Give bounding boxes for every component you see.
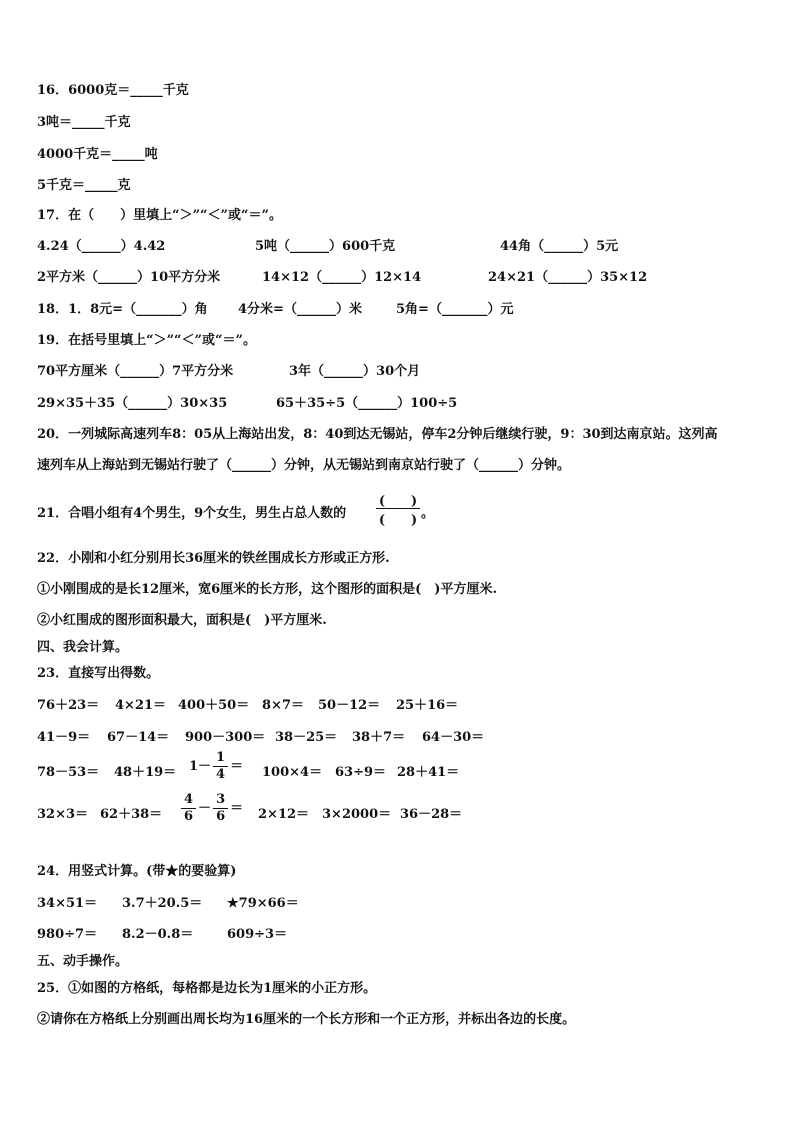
q20-line-2: 速列车从上海站到无锡站行驶了（______）分钟，从无锡站到南京站行驶了（______）分钟。	[37, 458, 571, 473]
q23-frac-post: ＝	[230, 801, 244, 816]
q19-item: 3年（______）30个月	[289, 364, 421, 379]
q23-frac-num: 1	[213, 750, 228, 767]
q23-frac-den: 6	[216, 809, 226, 824]
q16-line-3: 4000千克＝_____吨	[37, 147, 158, 162]
q17-item: 24×21（______）35×12	[488, 270, 648, 285]
q21-numerator: ( )	[376, 490, 420, 509]
q17-item: 2平方米（______）10平方分米	[37, 270, 221, 285]
q20-line-1: 20．一列城际高速列车8：05从上海站出发，8：40到达无锡站，停车2分钟后继续行驶，9：30到达南京站。这列高	[37, 427, 718, 442]
q23-fraction-expr	[189, 750, 243, 783]
q25-part-1: 25．①如图的方格纸，每格都是边长为1厘米的小正方形。	[37, 981, 377, 996]
q24-expr: 8.2－0.8＝	[122, 927, 194, 942]
q23-expr: 36－28＝	[400, 807, 463, 822]
q23-frac-post: ＝	[230, 759, 244, 774]
q23-frac-den: 6	[184, 809, 194, 824]
q22-part-1: ①小刚围成的是长12厘米，宽6厘米的长方形，这个图形的面积是( )平方厘米.	[37, 582, 497, 597]
q24-expr: 34×51＝	[37, 896, 98, 911]
q23-frac-num: 3	[213, 792, 228, 809]
q23-fraction	[213, 792, 228, 825]
q23-expr: 400＋50＝	[178, 698, 250, 713]
q17-item: 44角（______）5元	[500, 239, 619, 254]
q23-expr: 38－25＝	[275, 730, 338, 745]
q16-line-2: 3吨＝_____千克	[37, 115, 131, 130]
q23-expr: 50－12＝	[318, 698, 381, 713]
q18-item: 5角=（_______）元	[396, 302, 514, 317]
q23-frac-pre: 1－	[189, 759, 212, 774]
q23-expr: 48＋19＝	[114, 765, 177, 780]
q24-expr: 609÷3＝	[227, 927, 288, 942]
q24-title: 24．用竖式计算。(带★的要验算)	[37, 864, 237, 879]
q23-frac-den: 4	[216, 767, 226, 782]
q23-expr: 2×12＝	[258, 807, 310, 822]
q23-frac-op: －	[198, 801, 212, 816]
q23-expr: 41－9＝	[37, 730, 91, 745]
q23-expr: 64－30＝	[422, 730, 485, 745]
q19-item: 65＋35÷5（______）100÷5	[276, 396, 458, 411]
q22-title: 22．小刚和小红分别用长36厘米的铁丝围成长方形或正方形.	[37, 551, 390, 566]
q23-expr: 38＋7＝	[352, 730, 406, 745]
q19-item: 29×35＋35（______）30×35	[37, 396, 228, 411]
q23-fraction-expr	[179, 792, 243, 825]
q23-expr: 76＋23＝	[37, 698, 100, 713]
q23-fraction	[213, 750, 228, 783]
q17-title: 17．在（ ）里填上“＞”“＜”或“＝”。	[37, 208, 282, 223]
q16-line-4: 5千克＝_____克	[37, 178, 131, 193]
q23-expr: 25＋16＝	[396, 698, 459, 713]
q22-part-2: ②小红围成的图形面积最大，面积是( )平方厘米.	[37, 613, 327, 628]
q18-item: 18．1．8元=（_______）角	[37, 302, 208, 317]
q23-expr: 3×2000＝	[322, 807, 392, 822]
q17-item: 5吨（______）600千克	[255, 239, 396, 254]
q23-expr: 8×7＝	[262, 698, 304, 713]
q19-title: 19．在括号里填上“＞”“＜”或“＝”。	[37, 333, 256, 348]
q21-end: 。	[421, 506, 435, 521]
q23-expr: 900－300＝	[185, 730, 266, 745]
q23-expr: 100×4＝	[262, 765, 323, 780]
q23-expr: 32×3＝	[37, 807, 89, 822]
q21-denominator: ( )	[378, 513, 418, 528]
q17-item: 4.24（______）4.42	[37, 239, 166, 254]
q25-part-2: ②请你在方格纸上分别画出周长均为16厘米的一个长方形和一个正方形，并标出各边的长度。	[37, 1012, 576, 1027]
q16-line-1: 16．6000克＝_____千克	[37, 83, 189, 98]
q23-expr: 4×21＝	[115, 698, 167, 713]
q19-item: 70平方厘米（______）7平方分米	[37, 364, 234, 379]
q21-fraction	[376, 490, 420, 527]
q18-item: 4分米=（______）米	[238, 302, 362, 317]
q17-item: 14×12（______）12×14	[262, 270, 422, 285]
q23-expr: 62＋38＝	[100, 807, 163, 822]
q21-text: 21．合唱小组有4个男生，9个女生，男生占总人数的	[37, 506, 347, 521]
section-4-heading: 四、我会计算。	[37, 640, 129, 655]
q23-fraction	[181, 792, 196, 825]
q23-expr: 67－14＝	[107, 730, 170, 745]
section-5-heading: 五、动手操作。	[37, 954, 129, 969]
q23-expr: 63÷9＝	[335, 765, 387, 780]
q23-expr: 78－53＝	[37, 765, 100, 780]
q23-title: 23．直接写出得数。	[37, 666, 160, 681]
q23-expr: 28＋41＝	[397, 765, 460, 780]
q23-frac-num: 4	[181, 792, 196, 809]
q24-expr: 980÷7＝	[37, 927, 98, 942]
q24-expr: 3.7＋20.5＝	[122, 896, 203, 911]
q24-expr: ★79×66＝	[227, 896, 299, 911]
